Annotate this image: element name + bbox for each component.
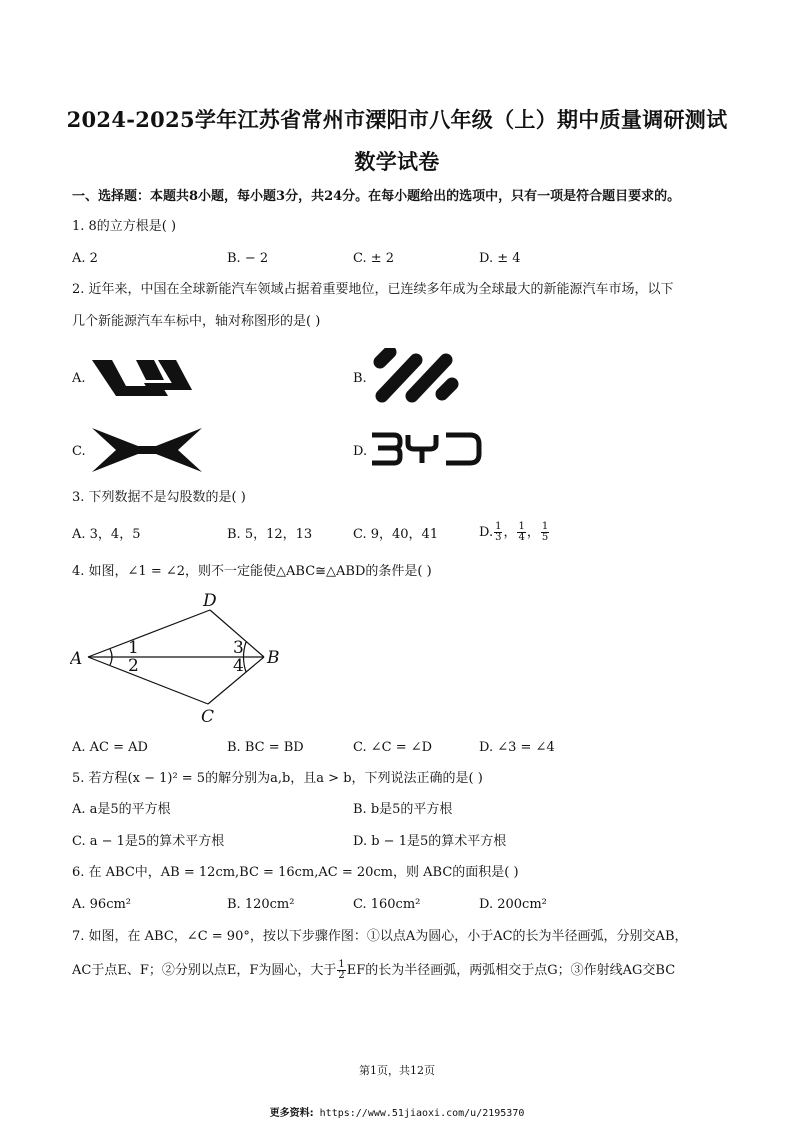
q4-label-d: D [203,591,217,611]
q3-option-b: B. 5，12，13 [227,527,313,542]
q6-option-c: C. 160cm² [353,897,421,912]
q2-label-a: A. [72,371,86,386]
q2-label-b: B. [353,371,367,386]
q1-option-b: B. − 2 [227,251,269,266]
fraction-one-fifth: $\frac{1}{5}$ [541,521,549,543]
section-heading: 一、选择题：本题共8小题，每小题3分，共24分。在每小题给出的选项中，只有一项是符合题目要求的。 [72,189,681,204]
q4-triangle-figure [70,590,290,725]
q7-line1: 7. 如图，在 ABC，∠C = 90°，按以下步骤作图：①以点A为圆心，小于AC的长为半径画弧，分别交AB， [72,929,688,944]
q7-line2-start: AC于点E、F；②分别以点E，F为圆心，大于 [72,963,337,978]
car-logo-c-image [88,424,206,476]
car-logo-d-byd-image [370,432,482,466]
fraction-one-third: $\frac{1}{3}$ [495,521,502,543]
q5-option-d: D. b − 1是5的算术平方根 [353,834,507,849]
q1-option-d: D. ± 4 [479,251,521,266]
q7-line2 [72,960,675,981]
q6-option-b: B. 120cm² [227,897,295,912]
q5-option-c: C. a − 1是5的算术平方根 [72,834,225,849]
q4-angle-4: 4 [233,656,244,676]
q2-stem-line2: 几个新能源汽车车标中，轴对称图形的是( ) [72,314,321,329]
q6-option-d: D. 200cm² [479,897,547,912]
resource-url[interactable]: https://www.51jiaoxi.com/u/2195370 [319,1108,525,1119]
q5-option-b: B. b是5的平方根 [353,802,453,817]
q4-label-a: A [70,649,83,669]
q2-label-c: C. [72,444,86,459]
q4-option-c: C. ∠C = ∠D [353,740,433,755]
paper-title: 2024-2025学年江苏省常州市溧阳市八年级（上）期中质量调研测试 [66,107,728,132]
fraction-one-half: $\frac{1}{2}$ [338,959,345,981]
q7-line2-end: EF的长为半径画弧，两弧相交于点G；③作射线AG交BC [346,963,676,978]
q3-option-c: C. 9，40，41 [353,527,439,542]
q3-stem: 3. 下列数据不是勾股数的是( ) [72,490,246,505]
q6-option-a: A. 96cm² [72,897,132,912]
q4-label-b: B [267,648,280,668]
car-logo-b-image [372,348,464,404]
q4-option-d: D. ∠3 = ∠4 [479,740,555,755]
q4-stem: 4. 如图，∠1 = ∠2，则不一定能使△ABC≅△ABD的条件是( ) [72,564,432,579]
q1-option-a: A. 2 [72,251,98,266]
q5-option-a: A. a是5的平方根 [72,802,171,817]
q3-option-d: D. $\frac{1}{3}$ ， $\frac{1}{4}$ ， $\frac{1}{5}$ [479,521,549,543]
q6-stem: 6. 在 ABC中，AB = 12cm,BC = 16cm,AC = 20cm，则 ABC的面积是( ) [72,865,519,880]
q4-angle-3: 3 [233,638,244,658]
q4-angle-2: 2 [128,656,139,676]
q4-angle-1: 1 [128,638,139,658]
q1-stem: 1. 8的立方根是( ) [72,219,177,234]
q4-option-a: A. AC = AD [72,740,148,755]
q2-stem-line1: 2. 近年来，中国在全球新能汽车领域占据着重要地位，已连续多年成为全球最大的新能源汽车市场，以下 [72,282,674,297]
q1-option-c: C. ± 2 [353,251,395,266]
q4-option-b: B. BC = BD [227,740,304,755]
page-footer: 第1页，共12页 [359,1064,435,1077]
resource-link-line [0,1104,794,1119]
resource-label: 更多资料: [269,1108,314,1119]
q5-stem: 5. 若方程(x − 1)² = 5的解分别为a,b，且a > b，下列说法正确的是( ) [72,771,483,786]
q3-option-d-label: D. [479,525,494,540]
q2-label-d: D. [353,444,368,459]
car-logo-a-image [92,356,194,398]
q4-label-c: C [201,707,215,725]
paper-subtitle: 数学试卷 [354,149,440,174]
q3-option-a: A. 3，4，5 [72,527,141,542]
fraction-one-fourth: $\frac{1}{4}$ [518,521,525,543]
